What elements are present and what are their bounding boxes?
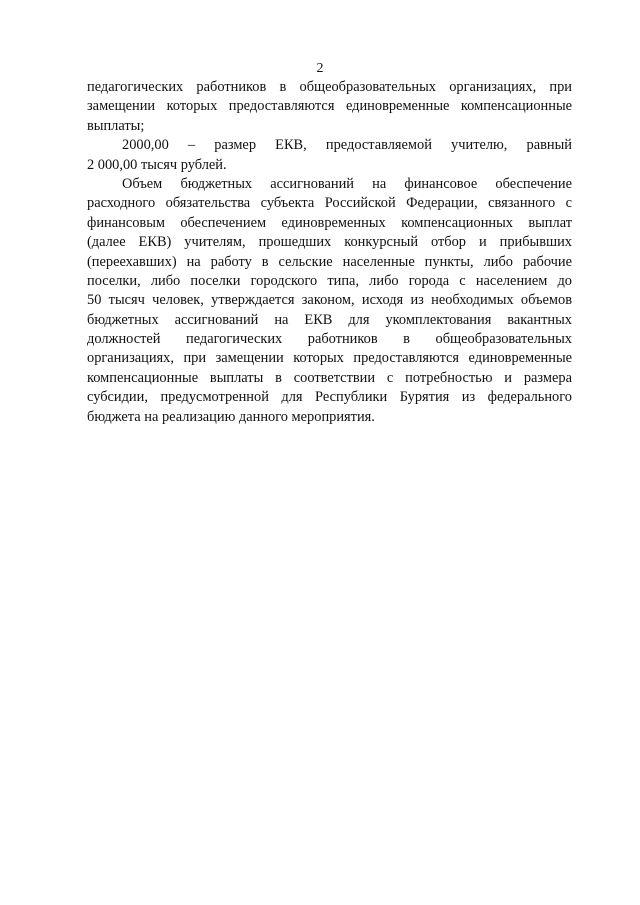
text-line: субсидии, предусмотренной для Республики Бурятия из федерального	[87, 389, 572, 406]
text-line: 2000,00 – размер ЕКВ, предоставляемой учителю, равный	[122, 137, 572, 154]
text-line: (переехавших) на работу в сельские населенные пункты, либо рабочие	[87, 253, 572, 270]
text-line: (далее ЕКВ) учителям, прошедших конкурсный отбор и прибывших	[87, 234, 572, 251]
text-line: финансовым обеспечением единовременных компенсационных выплат	[87, 214, 572, 231]
paragraph-3	[87, 175, 572, 427]
text-line: компенсационные выплаты в соответствии с потребностью и размера	[87, 369, 572, 386]
document-body	[87, 78, 572, 427]
text-line: должностей педагогических работников в общеобразовательных	[87, 331, 572, 348]
text-line: бюджетных ассигнований на ЕКВ для укомплектования вакантных	[87, 311, 572, 328]
paragraph-2	[87, 136, 572, 175]
text-line: выплаты;	[87, 117, 145, 134]
text-line: Объем бюджетных ассигнований на финансовое обеспечение	[122, 175, 572, 192]
text-line: поселки, либо поселки городского типа, либо города с населением до	[87, 272, 572, 289]
text-line: бюджета на реализацию данного мероприятия.	[87, 408, 375, 425]
text-line: расходного обязательства субъекта Российской Федерации, связанного с	[87, 195, 572, 212]
text-line: 2 000,00 тысяч рублей.	[87, 156, 227, 173]
text-line: 50 тысяч человек, утверждается законом, исходя из необходимых объемов	[87, 292, 572, 309]
text-line: замещении которых предоставляются единовременные компенсационные	[87, 98, 572, 115]
text-line: организациях, при замещении которых предоставляются единовременные	[87, 350, 572, 367]
page-number: 2	[316, 61, 324, 76]
paragraph-1	[87, 78, 572, 136]
text-line: педагогических работников в общеобразовательных организациях, при	[87, 79, 572, 95]
